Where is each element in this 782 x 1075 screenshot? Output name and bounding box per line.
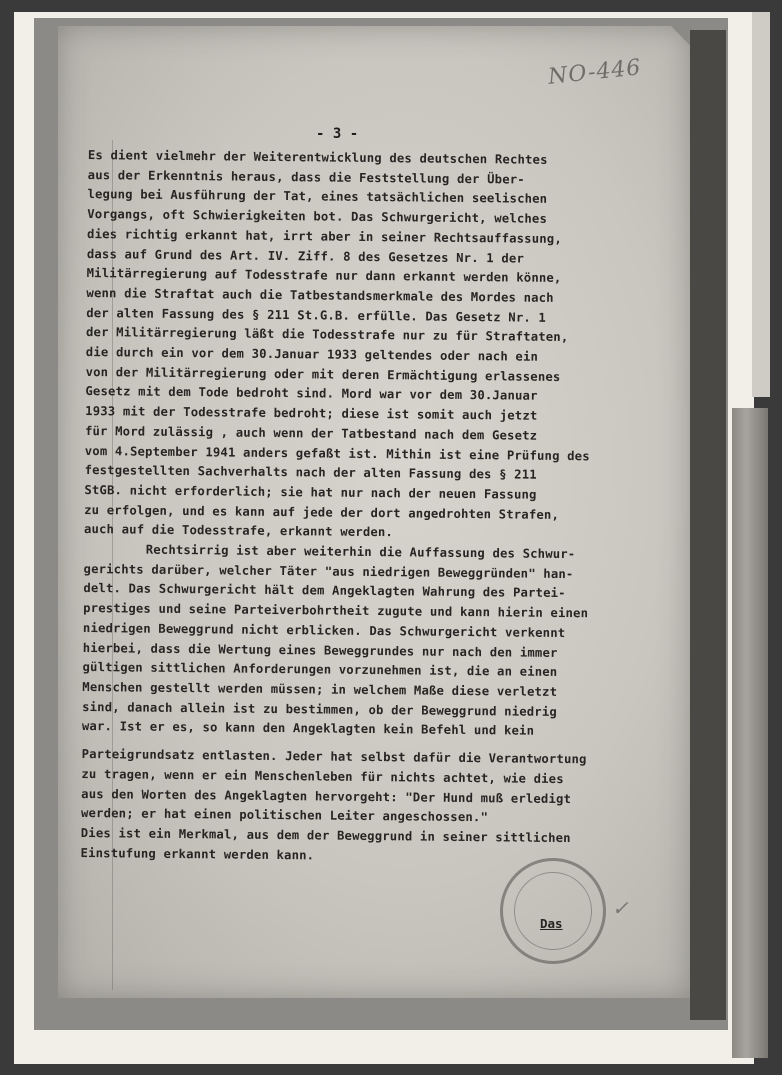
text-line: 1933 mit der Todesstrafe bedroht; diese ist somit auch jetzt: [85, 404, 538, 423]
text-line: aus der Erkenntnis heraus, dass die Feststellung der Über-: [87, 167, 525, 187]
mount-edge-top: [752, 12, 770, 397]
text-line: sind, danach allein ist zu bestimmen, ob der Beweggrund niedrig: [82, 699, 558, 719]
text-line: Parteigrundsatz entlasten. Jeder hat selbst dafür die Verantwortung: [81, 747, 587, 767]
text-line: aus den Worten des Angeklagten hervorgeht: "Der Hund muß erledigt: [81, 786, 572, 806]
text-line: der alten Fassung des § 211 St.G.B. erfülle. Das Gesetz Nr. 1: [86, 305, 547, 325]
text-line: zu tragen, wenn er ein Menschenleben für nichts achtet, wie dies: [81, 766, 564, 786]
text-line: Menschen gestellt werden müssen; in welchem Maße diese verletzt: [82, 679, 558, 699]
text-line: Vorgangs, oft Schwierigkeiten bot. Das Schwurgericht, welches: [87, 207, 548, 226]
text-line: Militärregierung auf Todesstrafe nur dann erkannt werden könne,: [86, 266, 562, 286]
text-line: war. Ist er es, so kann den Angeklagten kein Befehl und kein: [81, 719, 535, 739]
page-number: - 3 -: [316, 126, 359, 142]
sheet-shadow: [690, 30, 726, 1020]
text-line: für Mord zulässig , auch wenn der Tatbestand nach dem Gesetz: [84, 423, 538, 443]
text-line: Einstufung erkannt werden kann.: [80, 845, 315, 863]
text-line: Gesetz mit dem Tode bedroht sind. Mord war vor dem 30.Januar: [85, 384, 538, 404]
text-line: dass auf Grund des Art. IV. Ziff. 8 des Gesetzes Nr. 1 der: [86, 246, 525, 266]
text-line: wenn die Straftat auch die Tatbestandsmerkmale des Mordes nach: [86, 285, 554, 305]
text-line: die durch ein vor dem 30.Januar 1933 geltendes oder nach ein: [85, 345, 539, 364]
catchword: Das: [540, 916, 563, 931]
text-line: werden; er hat einen politischen Leiter angeschossen.": [80, 806, 489, 825]
text-line: legung bei Ausführung der Tat, eines tatsächlichen seelischen: [87, 187, 548, 207]
text-line: der Militärregierung läßt die Todesstrafe nur zu für Straftaten,: [85, 325, 569, 345]
text-line: festgestellten Sachverhalts nach der alten Fassung des § 211: [84, 463, 537, 482]
doc-number: NO-446: [546, 55, 643, 90]
text-line: StGB. nicht erforderlich; sie hat nur nach der neuen Fassung: [84, 482, 537, 502]
text-line: Es dient vielmehr der Weiterentwicklung des deutschen Rechtes: [87, 147, 548, 167]
text-line: gültigen sittlichen Anforderungen vorzunehmen ist, die an einen: [82, 660, 558, 680]
text-line: vom 4.September 1941 anders gefaßt ist. Mithin ist eine Prüfung des: [84, 443, 590, 463]
text-line: dies richtig erkannt hat, irrt aber in seiner Rechtsauffassung,: [87, 226, 563, 246]
text-line: delt. Das Schwurgericht hält dem Angeklagten Wahrung des Partei-: [83, 581, 566, 601]
text-line: auch auf die Todesstrafe, erkannt werden.: [83, 522, 394, 540]
text-line: Dies ist ein Merkmal, aus dem der Beweggrund in seiner sittlichen: [80, 825, 571, 845]
text-line: niedrigen Beweggrund nicht erblicken. Das Schwurgericht verkennt: [82, 620, 566, 640]
text-line: prestiges und seine Parteiverbohrtheit zugute und kann hierin einen: [83, 601, 589, 621]
text-line: gerichts darüber, welcher Täter "aus niedrigen Beweggründen" han-: [83, 561, 574, 581]
text-line: hierbei, dass die Wertung eines Beweggrundes nur nach den immer: [82, 640, 558, 660]
text-line: von der Militärregierung oder mit deren Ermächtigung erlassenes: [85, 364, 561, 384]
mount-edge-strip: [732, 408, 768, 1058]
archive-stamp-inner-ring: [514, 872, 592, 950]
text-line: zu erfolgen, und es kann auf jede der dort angedrohten Strafen,: [84, 502, 560, 522]
text-line: Rechtsirrig ist aber weiterhin die Auffassung des Schwur-: [145, 542, 576, 562]
handwritten-initials: ✓: [612, 896, 629, 920]
body-text: [80, 146, 659, 869]
